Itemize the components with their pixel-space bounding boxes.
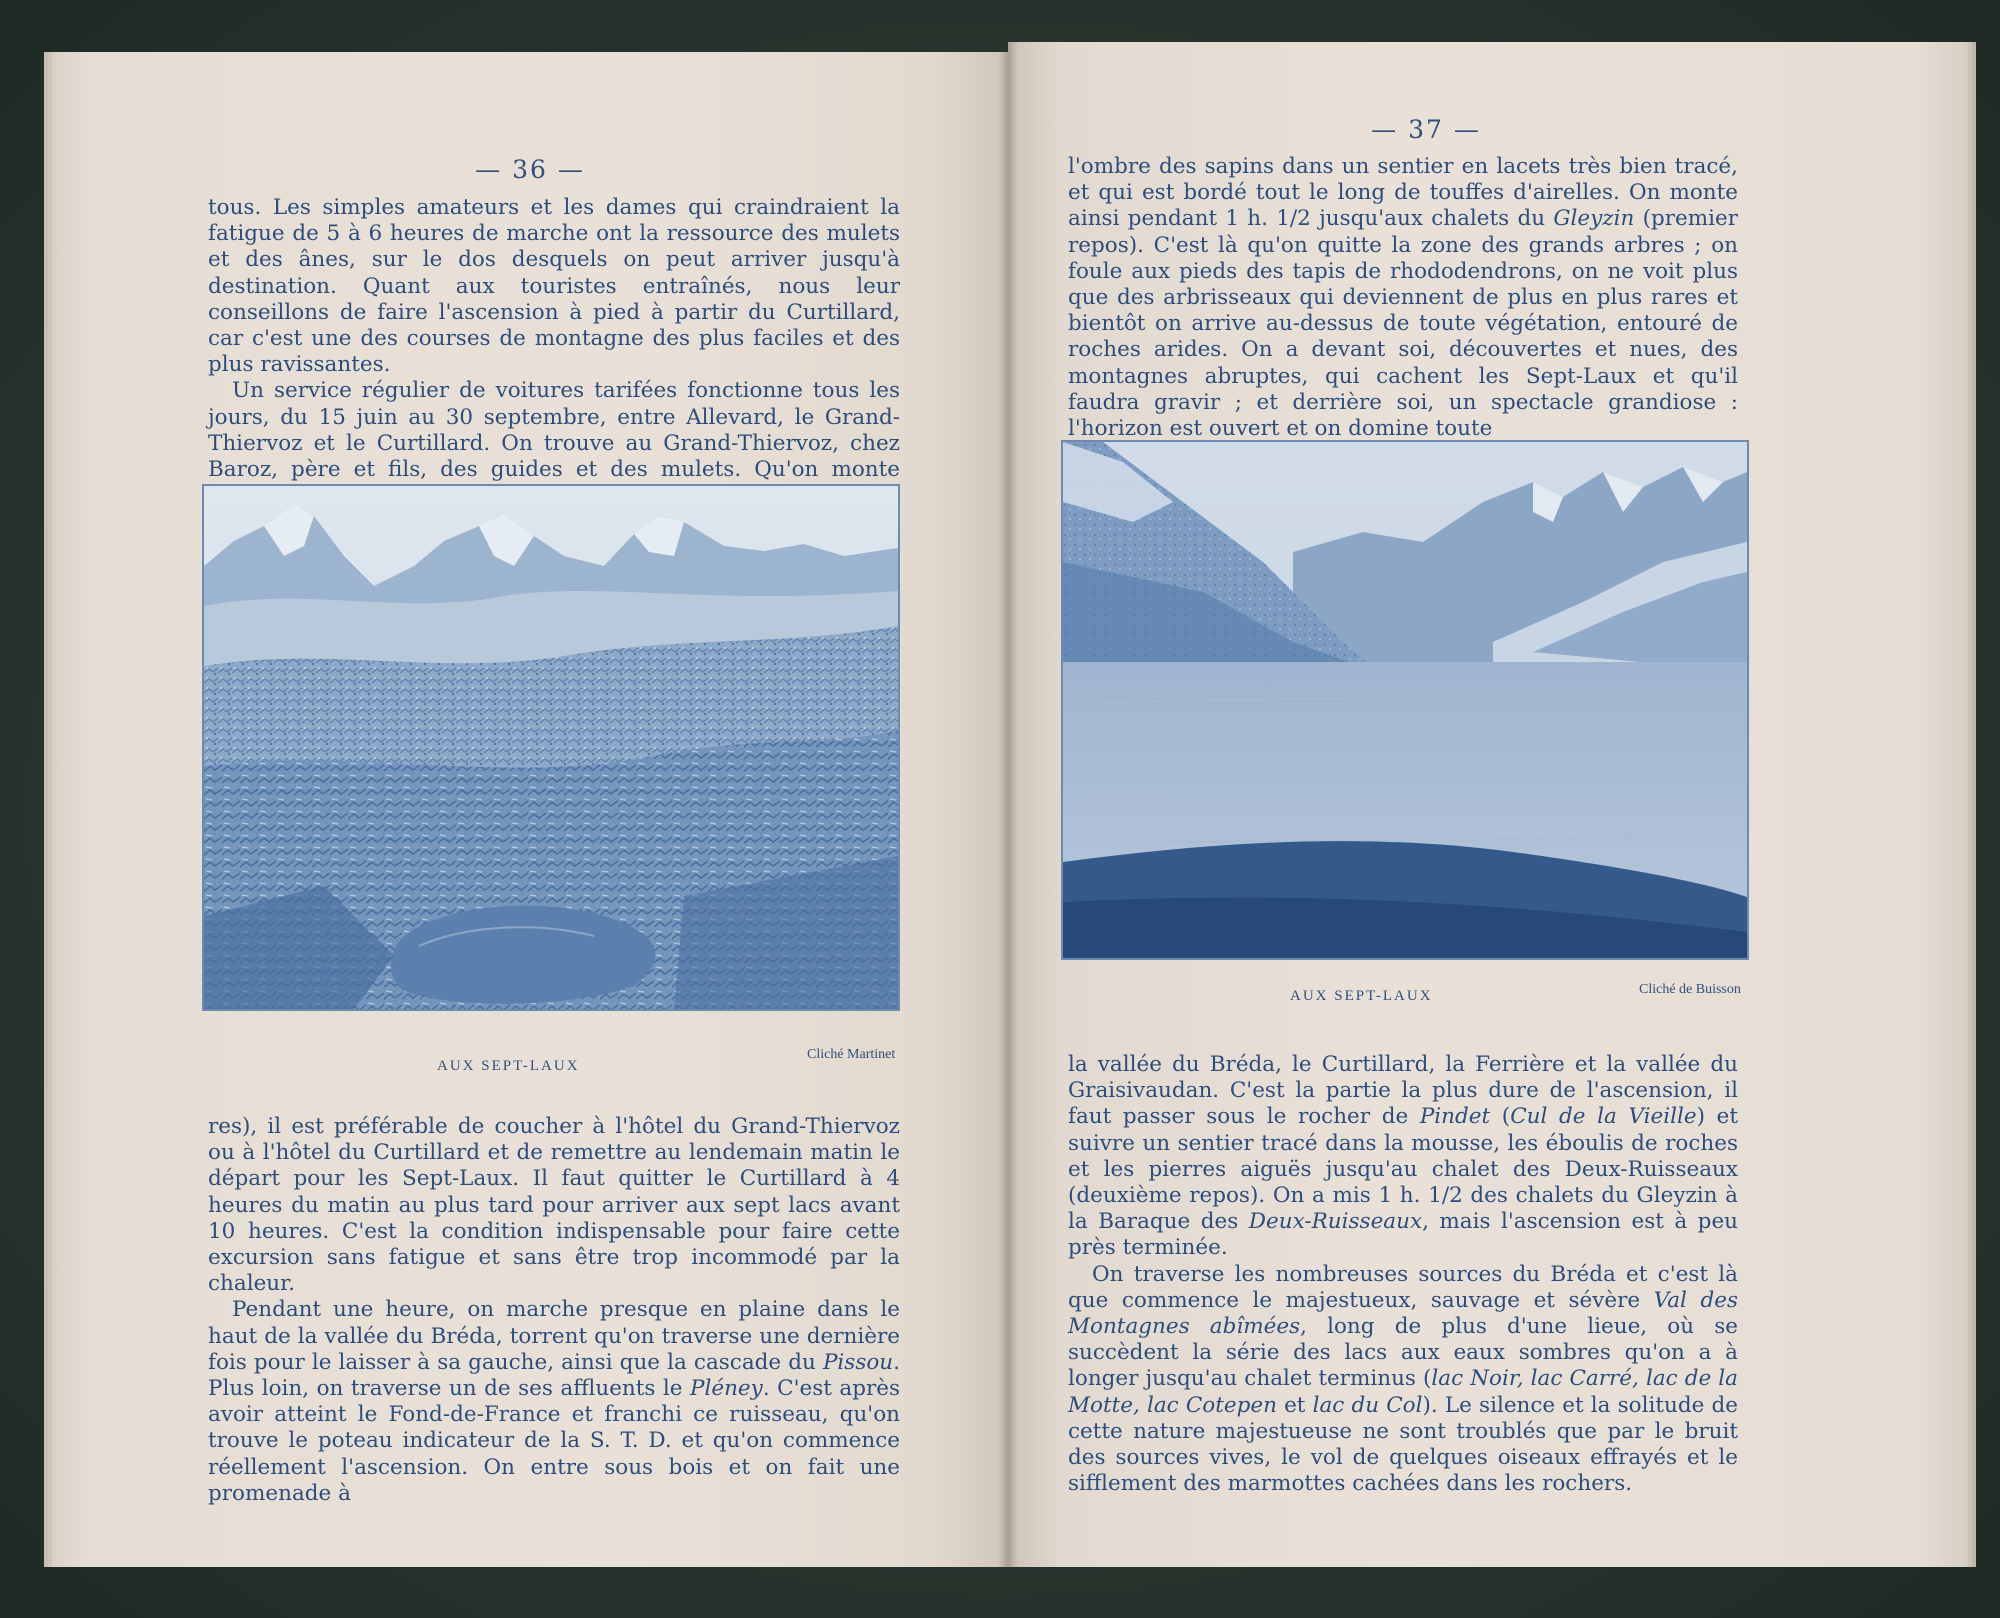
right-para-2 xyxy=(1068,1052,1738,1262)
right-photo-lake xyxy=(1061,440,1749,960)
pleney-italic: Pléney xyxy=(690,1376,763,1402)
left-page xyxy=(52,52,1008,1567)
book-gutter xyxy=(998,42,1018,1567)
left-top-text xyxy=(208,195,900,509)
right-para-1 xyxy=(1068,154,1738,442)
left-para-1: tous. Les simples amateurs et les dames qui craindraient la fatigue de 5 à 6 heures de marche ont la ressource des mulets et des ânes, sur le dos desquels on peut arriver jusqu'à destination. Quant aux touristes entraînés, nous leur conseillons de faire l'ascension à pied à partir du Curtillard, car c'est une des courses de montagne des plus faciles et des plus ravissantes. xyxy=(208,195,900,378)
right-photo-credit: Cliché de Buisson xyxy=(1639,982,1741,997)
deux-ruisseaux-italic: Deux-Ruisseaux xyxy=(1248,1209,1423,1235)
lac-du-col-italic: lac du Col xyxy=(1312,1392,1423,1418)
right-para-3-part-3: et xyxy=(1276,1392,1313,1418)
right-para-2-part-1: la vallée du Bréda, le Curtillard, la Ferrière et la vallée du Graisivaudan. C'est la partie la plus dure de l'ascension, il faut passer sous le rocher de xyxy=(1068,1052,1738,1130)
right-para-2-part-2: ( xyxy=(1490,1104,1511,1130)
right-para-1-part-1: l'ombre des sapins dans un sentier en lacets très bien tracé, et qui est bordé tout le long de touffes d'airelles. On monte ainsi pendant 1 h. 1/2 jusqu'aux chalets du xyxy=(1068,154,1738,232)
left-bottom-text xyxy=(208,1114,900,1507)
right-para-2-part-3: ) et suivre un sentier tracé dans la mousse, les éboulis de roches et les pierres aiguës jusqu'au chalet des Deux-Ruisseaux (deuxième repos). On a mis 1 h. 1/2 des chalets du Gleyzin à la Baraque des xyxy=(1068,1104,1738,1235)
left-para-3: res), il est préférable de coucher à l'hôtel du Grand-Thiervoz ou à l'hôtel du Curtillard et de remettre au lendemain matin le départ pour les Sept-Laux. Il faut quitter le Curtillard à 4 heures du matin au plus tard pour arriver aux sept lacs avant 10 heures. C'est la condition indispensable pour faire cette excursion sans fatigue et sans être trop incommodé par la chaleur. xyxy=(208,1114,900,1297)
right-para-3-part-2: , long de plus d'une lieue, où se succèdent la série des lacs aux eaux sombres qu'on a à longer jusqu'au chalet terminus ( xyxy=(1068,1314,1738,1392)
mountain-lake-illustration xyxy=(204,486,898,1009)
val-des-montagnes-italic: Val des Montagnes abîmées xyxy=(1068,1287,1739,1340)
lakes-list-italic: lac Noir, lac Carré, lac de la Motte, lac Cotepen xyxy=(1068,1366,1738,1418)
pissou-italic: Pissou xyxy=(822,1349,894,1375)
left-photo-credit: Cliché Martinet xyxy=(807,1047,896,1062)
right-para-2-part-4: , mais l'ascension est à peu près terminée. xyxy=(1068,1209,1739,1261)
left-para-2: Un service régulier de voitures tarifées fonctionne tous les jours, du 15 juin au 30 septembre, entre Allevard, le Grand-Thiervoz et le Curtillard. On trouve au Grand-Thiervoz, chez Baroz, père et fils, des guides et des mulets. Qu'on monte xyxy=(208,378,900,483)
right-para-3-part-4: ). Le silence et la solitude de cette nature majestueuse ne sont troublés que par le bruit des sources vives, le vol de quelques oiseaux effrayés et le sifflement des marmottes cachées dans les rochers. xyxy=(1068,1392,1738,1497)
left-photo-caption: AUX SEPT-LAUX xyxy=(437,1058,580,1074)
right-bottom-text xyxy=(1068,1052,1738,1497)
left-para-4-part-3: . C'est après avoir atteint le Fond-de-France et franchi ce ruisseau, qu'on trouve le poteau indicateur de la S. T. D. et qu'on commence réellement l'ascension. On entre sous bois et on fait une promenade à xyxy=(208,1376,900,1506)
right-para-1-part-2: (premier repos). C'est là qu'on quitte la zone des grands arbres ; on foule aux pieds des tapis de rhododendrons, on ne voit plus que des arbrisseaux qui deviennent de plus en plus rares et bientôt on arrive au-dessus de toute végétation, entouré de roches arides. On a devant soi, découvertes et nues, des montagnes abruptes, qui cachent les Sept-Laux et qu'il faudra gravir ; et derrière soi, un spectacle grandiose : l'horizon est ouvert et on domine toute xyxy=(1068,206,1738,442)
right-photo-caption: AUX SEPT-LAUX xyxy=(1290,988,1433,1004)
gleyzin-italic: Gleyzin xyxy=(1553,206,1635,232)
right-page xyxy=(1008,42,1964,1567)
left-para-4 xyxy=(208,1297,900,1507)
right-para-3-part-1: On traverse les nombreuses sources du Bréda et c'est là que commence le majestueux, sauvage et sévère xyxy=(1068,1261,1738,1313)
right-top-text xyxy=(1068,154,1738,442)
left-photo-mountains xyxy=(202,484,900,1011)
cul-de-la-vieille-italic: Cul de la Vieille xyxy=(1510,1104,1697,1130)
left-para-4-part-1: Pendant une heure, on marche presque en plaine dans le haut de la vallée du Bréda, torrent qu'on traverse une dernière fois pour le laisser à sa gauche, ainsi que la cascade du xyxy=(208,1297,900,1375)
right-para-3 xyxy=(1068,1262,1738,1498)
left-page-number: — 36 — xyxy=(475,155,585,184)
left-para-4-part-2: . Plus loin, on traverse un de ses affluents le xyxy=(208,1349,900,1402)
alpine-lake-illustration xyxy=(1063,442,1747,958)
pindet-italic: Pindet xyxy=(1419,1104,1491,1130)
right-page-number: — 37 — xyxy=(1371,115,1481,144)
open-book-spread xyxy=(52,42,1964,1567)
